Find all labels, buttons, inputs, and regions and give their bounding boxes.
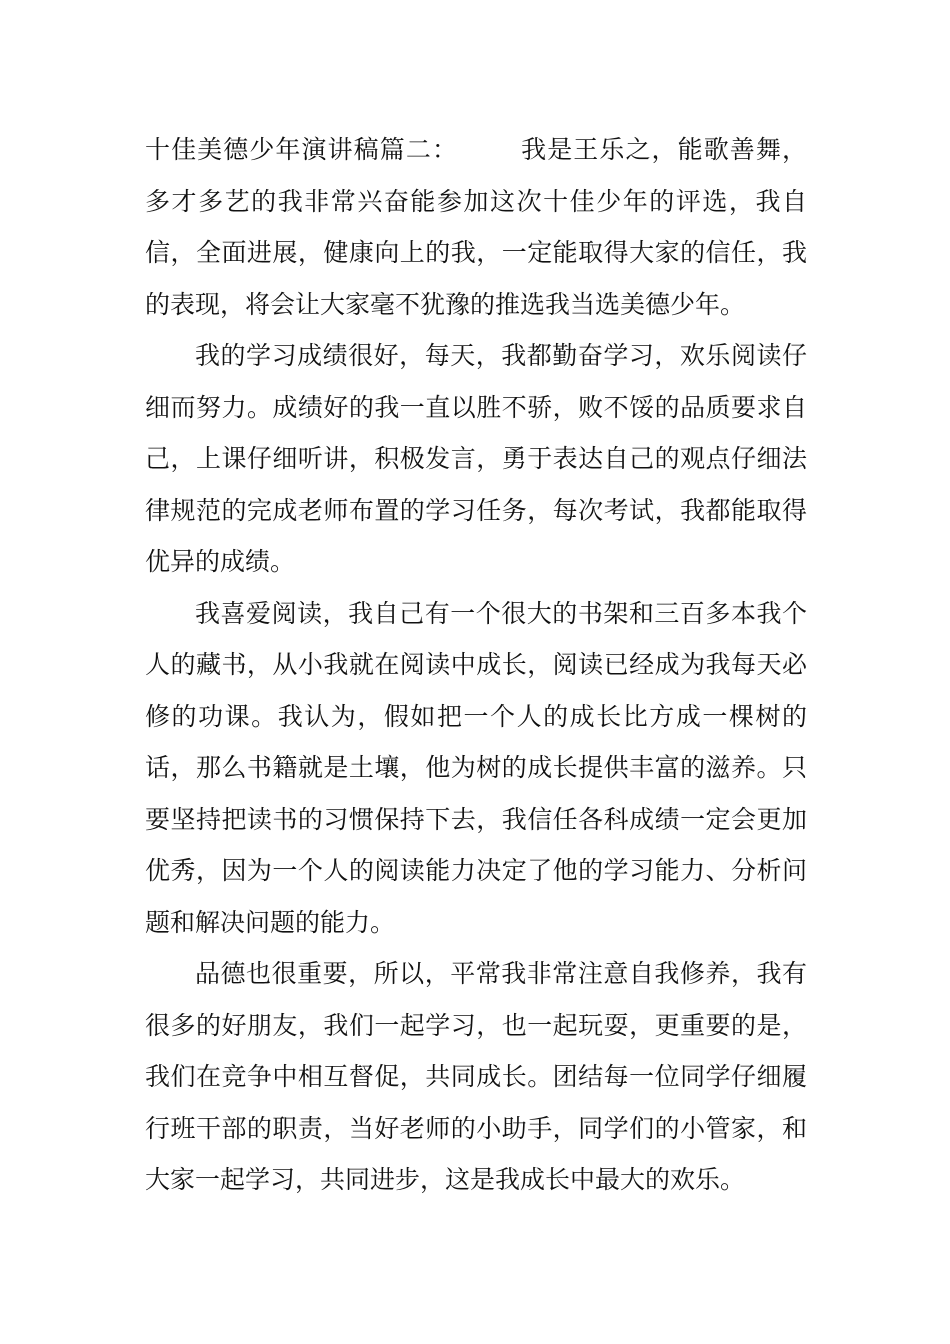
paragraph-2: 我的学习成绩很好，每天，我都勤奋学习，欢乐阅读仔细而努力。成绩好的我一直以胜不骄，败不馁的品质要求自己，上课仔细听讲，积极发言，勇于表达自己的观点仔细法律规范的完成老师布置的学习任务，每次考试，我都能取得优异的成绩。: [145, 341, 807, 576]
paragraph-4: 品德也很重要，所以，平常我非常注意自我修养，我有很多的好朋友，我们一起学习，也一起玩耍，更重要的是，我们在竞争中相互督促，共同成长。团结每一位同学仔细履行班干部的职责，当好老师的小助手，同学们的小管家，和大家一起学习，共同进步，这是我成长中最大的欢乐。: [145, 959, 807, 1194]
paragraph-1-text: 我是王乐之，能歌善舞，多才多艺的我非常兴奋能参加这次十佳少年的评选，我自信，全面进展，健康向上的我，一定能取得大家的信任，我的表现，将会让大家毫不犹豫的推选我当选美德少年。: [145, 135, 807, 319]
speech-body: [145, 124, 807, 1206]
paragraph-3: 我喜爱阅读，我自己有一个很大的书架和三百多本我个人的藏书，从小我就在阅读中成长，阅读已经成为我每天必修的功课。我认为，假如把一个人的成长比方成一棵树的话，那么书籍就是土壤，他为树的成长提供丰富的滋养。只要坚持把读书的习惯保持下去，我信任各科成绩一定会更加优秀，因为一个人的阅读能力决定了他的学习能力、分析问题和解决问题的能力。: [145, 598, 807, 937]
intro-paragraph: [145, 124, 807, 330]
speech-heading: 十佳美德少年演讲稿篇二：: [145, 135, 459, 164]
